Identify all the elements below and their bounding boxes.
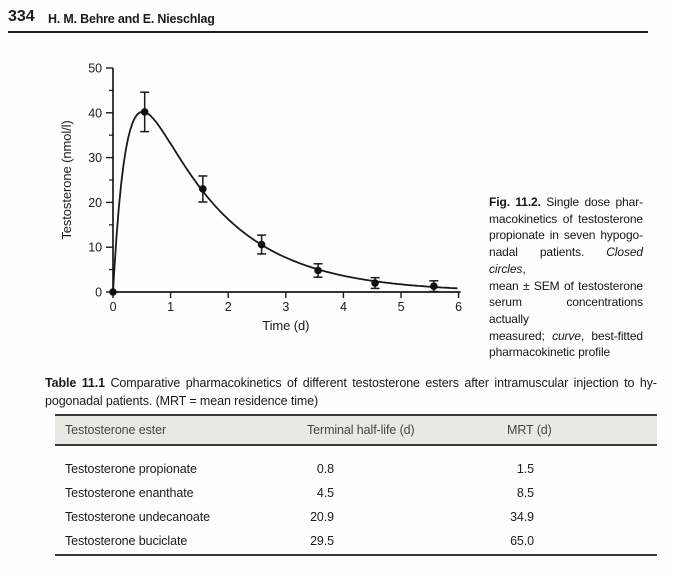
table-row: [55, 445, 657, 482]
table-cell-ester: Testosterone propionate: [65, 462, 197, 476]
table-caption: [45, 374, 657, 410]
table-row: [55, 530, 657, 555]
x-axis-label: Time (d): [262, 318, 310, 333]
table-cell-value: 29.5: [310, 534, 334, 548]
figure-caption-line: pharmacokinetic profile: [489, 345, 611, 360]
col-header-ester: Testosterone ester: [65, 423, 167, 437]
data-point: [109, 288, 117, 296]
figure-caption-line: Fig. 11.2. Single dose phar-: [489, 195, 643, 209]
y-tick-label: 30: [88, 151, 102, 166]
pk-chart: [55, 55, 465, 347]
table-cell-ester: Testosterone undecanoate: [65, 510, 210, 524]
table-cell-value: 8.5: [516, 486, 534, 500]
y-axis-label: Testosterone (nmol/l): [59, 120, 74, 240]
table-body: [55, 445, 657, 555]
running-head: H. M. Behre and E. Nieschlag: [48, 12, 215, 26]
table-header-row: [55, 415, 657, 445]
table-cell-value: 65.0: [510, 534, 534, 548]
table-cell-value: 0.8: [316, 462, 334, 476]
data-points: [109, 108, 437, 296]
y-tick-label: 40: [88, 106, 102, 121]
figure-caption-line: nadal patients. Closed circles,: [489, 245, 643, 276]
table-cell-value: 20.9: [310, 510, 334, 524]
y-tick-label: 20: [88, 195, 102, 210]
table-caption-text: Comparative pharmacokinetics of different testosterone esters after intramuscular injection to hy-: [104, 376, 657, 390]
data-point: [199, 185, 207, 193]
data-point: [314, 267, 322, 275]
page-number: 334: [8, 8, 35, 25]
table-caption-line1: [45, 374, 657, 392]
y-tick-label: 50: [88, 61, 102, 76]
pk-table: [55, 414, 657, 556]
table-caption-line2: pogonadal patients. (MRT = mean residence time): [45, 394, 319, 408]
table-cell-value: 1.5: [516, 462, 534, 476]
figure-caption-line: mean ± SEM of testosterone: [489, 278, 643, 293]
x-tick-label: 5: [397, 300, 405, 314]
table-cell-ester: Testosterone buciclate: [65, 534, 188, 548]
error-bars: [140, 92, 438, 291]
table-cell-value: 4.5: [316, 486, 334, 500]
table-cell-ester: Testosterone enanthate: [65, 486, 194, 500]
col-header-half-life: Terminal half-life (d): [307, 423, 415, 437]
figure-caption-line: macokinetics of testosterone: [489, 211, 643, 226]
figure-caption: [489, 194, 643, 361]
table-row: [55, 482, 657, 506]
col-header-mrt: MRT (d): [507, 423, 552, 437]
data-point: [141, 108, 149, 116]
table-row: [55, 506, 657, 530]
y-tick-label: 10: [88, 240, 102, 255]
figure-caption-line: serum concentrations actually: [489, 295, 643, 326]
x-tick-label: 6: [455, 300, 463, 314]
x-tick-label: 4: [339, 300, 347, 314]
y-tick-label: 0: [95, 285, 102, 300]
header-rule: [8, 31, 648, 33]
figure-caption-line: propionate in seven hypogo-: [489, 228, 643, 243]
x-tick-label: 1: [167, 300, 175, 314]
fit-curve: [113, 112, 457, 292]
data-point: [371, 279, 379, 287]
figure-caption-line: measured; curve, best-fitted: [489, 328, 644, 343]
x-tick-label: 0: [109, 300, 117, 314]
data-point: [430, 282, 438, 290]
table-cell-value: 34.9: [510, 510, 534, 524]
x-tick-label: 2: [224, 300, 232, 314]
data-point: [258, 241, 266, 249]
axes: [112, 68, 460, 293]
x-tick-label: 3: [282, 300, 290, 314]
table-caption-label: Table 11.1: [45, 376, 105, 390]
